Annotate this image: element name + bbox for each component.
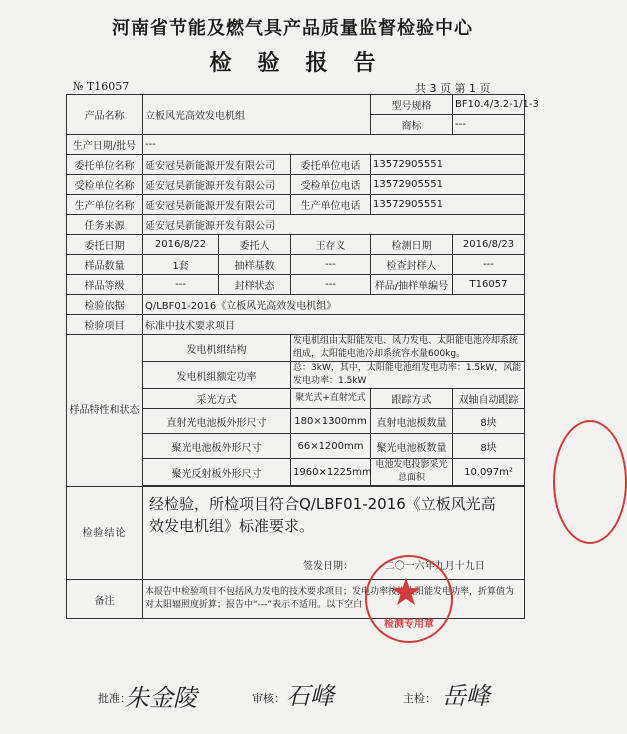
basis-label: 检验依据 (67, 295, 143, 315)
product-name-label: 产品名称 (67, 95, 143, 135)
power-value: 总：3kW，其中，太阳能电池组发电功率：1.5kW，风能发电功率：1.5kW (291, 362, 525, 389)
seal-text: 检测专用章 (384, 619, 434, 630)
direct-size-value: 180×1300mm (291, 409, 371, 434)
table-row (67, 215, 525, 235)
concentrate-size-label: 聚光电池板外形尺寸 (143, 434, 291, 459)
product-name-value: 立板风光高效发电机组 (143, 95, 371, 135)
report-table (66, 94, 539, 619)
table-row (67, 275, 525, 295)
direct-qty-label: 直射电池板数量 (371, 409, 453, 434)
seal-state-value: --- (291, 275, 371, 295)
main-inspector-label: 主检： (403, 692, 436, 705)
table-row (67, 95, 525, 115)
qty-label: 样品数量 (67, 255, 143, 275)
remarks-label: 备注 (67, 580, 143, 619)
batch-value: --- (143, 135, 525, 155)
client-value: 延安冠昊新能源开发有限公司 (143, 155, 291, 175)
table-row (67, 255, 525, 275)
sample-base-label: 抽样基数 (219, 255, 291, 275)
inspection-seal (365, 555, 453, 643)
maker-value: 延安冠昊新能源开发有限公司 (143, 195, 291, 215)
approve-signature: 朱金陵 (125, 684, 197, 712)
sample-label: 样品特性和状态 (67, 335, 143, 487)
report-title: 检验报告 (209, 51, 402, 76)
area-label: 电池发电投影采光总面积 (371, 459, 453, 486)
reflect-size-value: 1960×1225mm (291, 459, 371, 486)
table-row (67, 335, 525, 362)
reflect-size-label: 聚光反射板外形尺寸 (143, 459, 291, 486)
track-label: 跟踪方式 (371, 389, 453, 409)
table-row (67, 315, 525, 335)
sign-date: 签发日期： 二〇一六年九月十九日 (303, 561, 485, 572)
track-value: 双轴自动跟踪 (453, 389, 525, 409)
model-value: BF10.4/3.2-1/1-3 (453, 95, 525, 115)
inspected-tel-value: 13572905551 (371, 175, 525, 195)
sample-base-value: --- (291, 255, 371, 275)
table-row (67, 195, 525, 215)
maker-label: 生产单位名称 (67, 195, 143, 215)
conclusion-text: 经检验，所检项目符合Q/LBF01-2016《立板风光高效发电机组》标准要求。 (149, 495, 496, 535)
inspected-value: 延安冠昊新能源开发有限公司 (143, 175, 291, 195)
model-label: 型号规格 (371, 95, 453, 115)
main-inspector-signature: 岳峰 (442, 682, 490, 710)
grade-value: --- (143, 275, 219, 295)
qty-value: 1套 (143, 255, 219, 275)
table-row (67, 235, 525, 255)
inspected-label: 受检单位名称 (67, 175, 143, 195)
items-value: 标准中技术要求项目 (143, 315, 525, 335)
test-date-value: 2016/8/23 (453, 235, 525, 255)
approve-label: 批准： (98, 692, 131, 705)
edge-seal-icon (553, 420, 627, 544)
direct-qty-value: 8块 (453, 409, 525, 434)
source-value: 延安冠昊新能源开发有限公司 (143, 215, 525, 235)
source-label: 任务来源 (67, 215, 143, 235)
entrust-date-label: 委托日期 (67, 235, 143, 255)
review-label: 审核： (252, 692, 285, 705)
items-label: 检验项目 (67, 315, 143, 335)
conclusion-label: 检验结论 (67, 487, 143, 580)
entrustor-value: 王存义 (291, 235, 371, 255)
report-number: № T16057 (73, 80, 130, 93)
grade-label: 样品等级 (67, 275, 143, 295)
concentrate-qty-value: 8块 (453, 434, 525, 459)
remarks-text: 本报告中检验项目不包括风力发电的技术要求项目；发电功率按指太阳能发电功率，折算值为对太阳辐照度折算；报告中“---”表示不适用。以下空白 (143, 580, 525, 619)
test-date-label: 检测日期 (371, 235, 453, 255)
page-indicator: 共 3 页 第 1 页 (415, 82, 491, 95)
power-label: 发电机组额定功率 (143, 362, 291, 389)
review-signature: 石峰 (286, 682, 334, 710)
star-icon: ★ (389, 570, 424, 614)
seal-person-value: --- (453, 255, 525, 275)
client-tel-label: 委托单位电话 (291, 155, 371, 175)
trademark-label: 商标 (371, 115, 453, 135)
direct-size-label: 直射光电池板外形尺寸 (143, 409, 291, 434)
struct-label: 发电机组结构 (143, 335, 291, 362)
light-label: 采光方式 (143, 389, 291, 409)
table-row (67, 135, 525, 155)
concentrate-qty-label: 聚光电池板数量 (371, 434, 453, 459)
entrust-date-value: 2016/8/22 (143, 235, 219, 255)
entrustor-label: 委托人 (219, 235, 291, 255)
struct-value: 发电机组由太阳能发电、风力发电、太阳能电池冷却系统组成，太阳能电池冷却系统容水量600kg。 (291, 335, 525, 362)
seal-state-label: 封样状态 (219, 275, 291, 295)
maker-tel-value: 13572905551 (371, 195, 525, 215)
maker-tel-label: 生产单位电话 (291, 195, 371, 215)
trademark-value: --- (453, 115, 525, 135)
client-label: 委托单位名称 (67, 155, 143, 175)
area-value: 10.097m² (453, 459, 525, 486)
seal-person-label: 检查封样人 (371, 255, 453, 275)
light-value: 聚光式+直射光式 (291, 389, 371, 409)
sample-no-value: T16057 (453, 275, 525, 295)
sample-no-label: 样品/抽样单编号 (371, 275, 453, 295)
table-row (67, 580, 525, 619)
table-row (67, 155, 525, 175)
table-row (67, 487, 525, 580)
batch-label: 生产日期/批号 (67, 135, 143, 155)
concentrate-size-value: 66×1200mm (291, 434, 371, 459)
client-tel-value: 13572905551 (371, 155, 525, 175)
org-name: 河南省节能及燃气具产品质量监督检验中心 (112, 18, 473, 39)
basis-value: Q/LBF01-2016《立板风光高效发电机组》 (143, 295, 525, 315)
inspected-tel-label: 受检单位电话 (291, 175, 371, 195)
table-row (67, 295, 525, 315)
table-row (67, 175, 525, 195)
